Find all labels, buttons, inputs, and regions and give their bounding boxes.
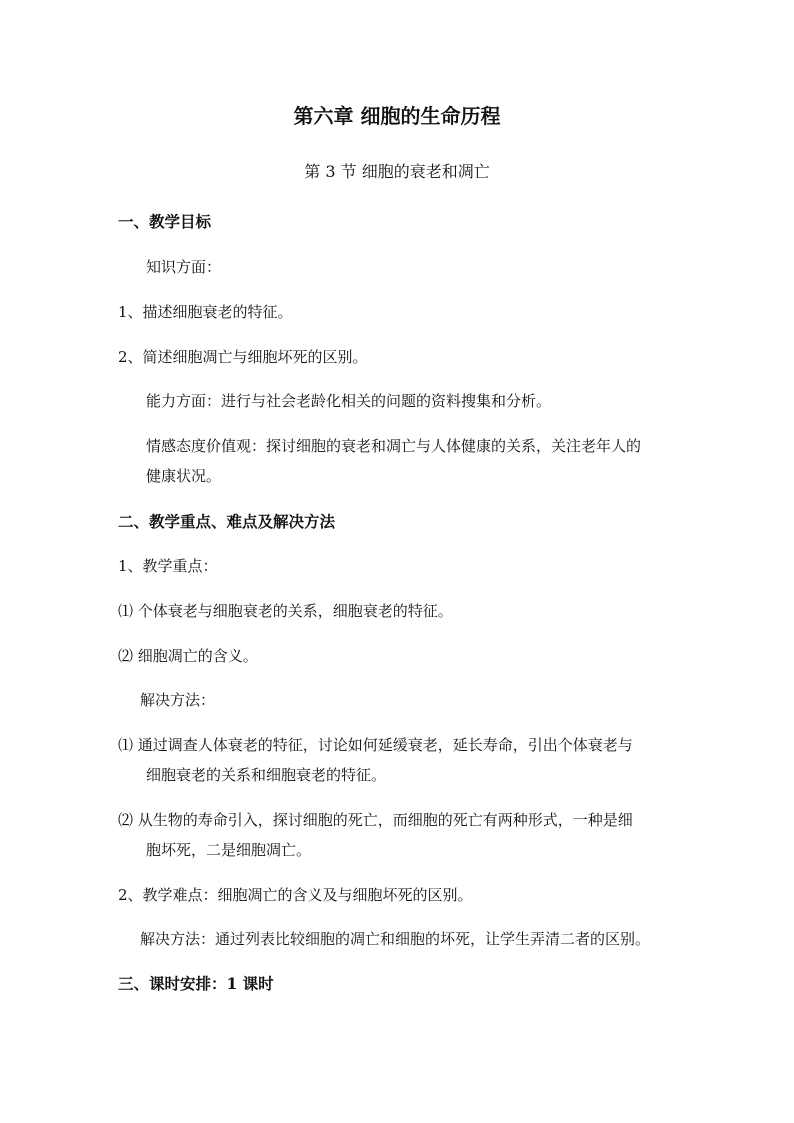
knowledge-label: 知识方面： xyxy=(146,258,222,276)
method-1-line1: ⑴ 通过调查人体衰老的特征，讨论如何延缓衰老，延长寿命，引出个体衰老与 xyxy=(118,736,633,754)
knowledge-item-2: 2、简述细胞凋亡与细胞坏死的区别。 xyxy=(118,348,368,366)
method-2-line2: 胞坏死，二是细胞凋亡。 xyxy=(146,841,312,859)
difficulty-method: 解决方法：通过列表比较细胞的凋亡和细胞的坏死，让学生弄清二者的区别。 xyxy=(140,930,651,948)
difficulty-text: 2、教学难点：细胞凋亡的含义及与细胞坏死的区别。 xyxy=(118,886,473,904)
chapter-title: 第六章 细胞的生命历程 xyxy=(293,104,501,128)
method-1-line2: 细胞衰老的关系和细胞衰老的特征。 xyxy=(146,766,387,784)
knowledge-item-1: 1、描述细胞衰老的特征。 xyxy=(118,303,293,321)
emotion-text-line1: 情感态度价值观：探讨细胞的衰老和凋亡与人体健康的关系，关注老年人的 xyxy=(146,437,642,455)
method-label: 解决方法： xyxy=(140,691,216,709)
section-subtitle: 第 3 节 细胞的衰老和凋亡 xyxy=(304,162,490,181)
method-2-line1: ⑵ 从生物的寿命引入，探讨细胞的死亡，而细胞的死亡有两种形式，一种是细 xyxy=(118,811,633,829)
heading-teaching-goals: 一、教学目标 xyxy=(118,212,212,231)
key-label: 1、教学重点： xyxy=(118,557,218,575)
key-point-2: ⑵ 细胞凋亡的含义。 xyxy=(118,647,258,665)
key-point-1: ⑴ 个体衰老与细胞衰老的关系，细胞衰老的特征。 xyxy=(118,602,453,620)
emotion-text-line2: 健康状况。 xyxy=(146,467,222,485)
heading-key-points: 二、教学重点、难点及解决方法 xyxy=(118,512,336,531)
heading-schedule: 三、课时安排：1 课时 xyxy=(118,974,274,993)
ability-text: 能力方面：进行与社会老龄化相关的问题的资料搜集和分析。 xyxy=(146,392,552,410)
